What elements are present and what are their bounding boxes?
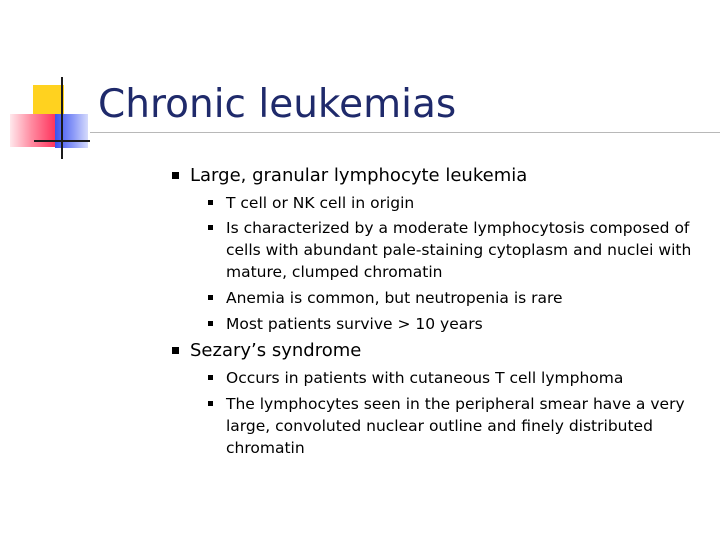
square-bullet-icon xyxy=(172,172,179,179)
logo-red-square xyxy=(10,114,58,147)
square-bullet-icon xyxy=(208,295,213,300)
sub-list-item-text: The lymphocytes seen in the peripheral smear have a very large, convoluted nuclear outline and finely distributed chromatin xyxy=(226,395,685,457)
square-bullet-icon xyxy=(208,321,213,326)
logo-horizontal-line xyxy=(34,140,90,142)
sub-list-item xyxy=(226,313,706,335)
sub-list-item-text: Is characterized by a moderate lymphocytosis composed of cells with abundant pale-staining cytoplasm and nuclei with mature, clumped chromatin xyxy=(226,219,692,281)
sub-list-item-text: Occurs in patients with cutaneous T cell lymphoma xyxy=(226,369,624,387)
square-bullet-icon xyxy=(208,401,213,406)
sub-list-item-text: Anemia is common, but neutropenia is rare xyxy=(226,289,563,307)
square-bullet-icon xyxy=(172,347,179,354)
square-bullet-icon xyxy=(208,375,213,380)
sub-list-item-text: Most patients survive > 10 years xyxy=(226,315,483,333)
square-bullet-icon xyxy=(208,225,213,230)
title-divider xyxy=(90,132,720,133)
sub-list-item xyxy=(226,393,706,459)
logo-blue-square xyxy=(55,114,88,148)
slide-title: Chronic leukemias xyxy=(98,82,457,127)
logo-vertical-line xyxy=(61,77,63,159)
sub-list-item-text: T cell or NK cell in origin xyxy=(226,194,415,212)
sub-list-item xyxy=(226,367,706,389)
sub-list-item xyxy=(226,192,706,214)
square-bullet-icon xyxy=(208,200,213,205)
list-item xyxy=(190,340,361,362)
sub-list-item xyxy=(226,217,706,283)
sub-list-item xyxy=(226,287,706,309)
list-item xyxy=(190,165,527,187)
list-item-text: Sezary’s syndrome xyxy=(190,340,362,361)
list-item-text: Large, granular lymphocyte leukemia xyxy=(190,165,528,186)
